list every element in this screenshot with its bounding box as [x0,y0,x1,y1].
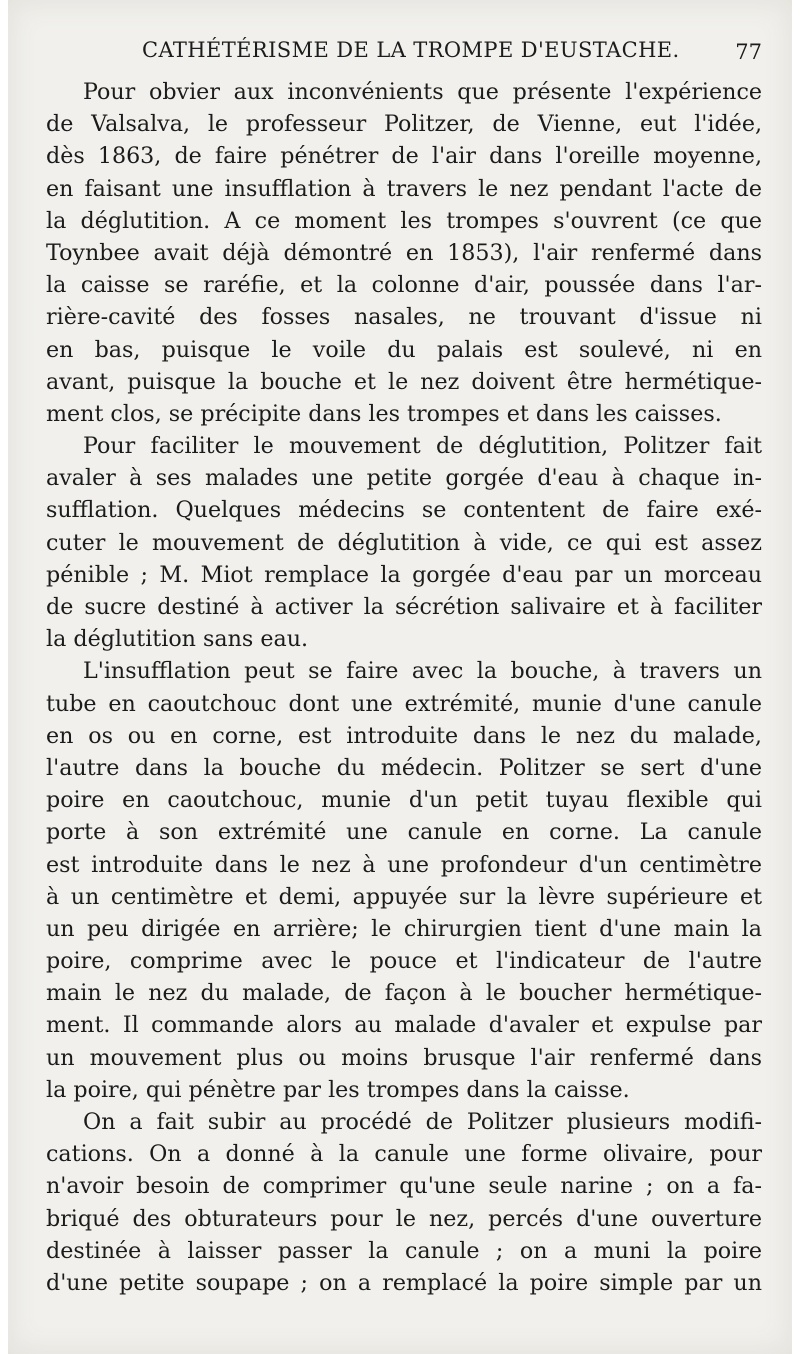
text-line: poire, comprime avec le pouce et l'indicateur de l'autre [46,948,762,975]
text-line: pénible ; M. Miot remplace la gorgée d'eau par un morceau [46,561,762,588]
text-line: avant, puisque la bouche et le nez doivent être hermétique- [46,368,762,395]
text-line: L'insufflation peut se faire avec la bouche, à travers un [83,658,762,685]
text-line: cations. On a donné à la canule une forme olivaire, pour [46,1141,762,1168]
text-line: en os ou en corne, est introduite dans le nez du malade, [46,722,762,749]
book-page [8,0,792,1354]
text-line: la poire, qui pénètre par les trompes dans la caisse. [46,1076,630,1103]
text-line: d'une petite soupape ; on a remplacé la poire simple par un [46,1269,762,1296]
text-line: à un centimètre et demi, appuyée sur la lèvre supérieure et [46,883,762,910]
text-line: ment clos, se précipite dans les trompes et dans les caisses. [46,400,722,427]
text-line: de Valsalva, le professeur Politzer, de Vienne, eut l'idée, [46,111,762,138]
text-line: Pour obvier aux inconvénients que présente l'expérience [83,79,762,105]
text-line: n'avoir besoin de comprimer qu'une seule narine ; on a fa- [46,1173,762,1200]
text-line: rière-cavité des fosses nasales, ne trouvant d'issue ni [46,304,762,331]
text-line: cuter le mouvement de déglutition à vide, ce qui est assez [46,529,762,556]
text-line: en bas, puisque le voile du palais est soulevé, ni en [46,336,762,363]
text-line: la déglutition sans eau. [46,626,309,653]
text-line: un mouvement plus ou moins brusque l'air renfermé dans [46,1044,762,1071]
text-line: Toynbee avait déjà démontré en 1853), l'air renfermé dans [46,239,762,266]
text-line: la caisse se raréfie, et la colonne d'air, poussée dans l'ar- [46,272,762,299]
text-line: destinée à laisser passer la canule ; on a muni la poire [46,1237,762,1264]
text-line: en faisant une insufflation à travers le nez pendant l'acte de [46,175,762,202]
text-line: avaler à ses malades une petite gorgée d'eau à chaque in- [46,465,762,492]
text-line: ment. Il commande alors au malade d'avaler et expulse par [46,1012,762,1039]
text-line: tube en caoutchouc dont une extrémité, munie d'une canule [46,690,762,717]
running-title: CATHÉTÉRISME DE LA TROMPE D'EUSTACHE. [142,38,680,62]
text-line: dès 1863, de faire pénétrer de l'air dans l'oreille moyenne, [46,143,762,170]
body-text [46,76,762,1299]
text-line: sufflation. Quelques médecins se contentent de faire exé- [46,497,762,524]
text-line: main le nez du malade, de façon à le boucher hermétique- [46,980,762,1007]
text-line: porte à son extrémité une canule en corne. La canule [46,819,762,846]
text-line: briqué des obturateurs pour le nez, percés d'une ouverture [46,1205,762,1232]
page-number: 77 [735,40,762,64]
text-line: poire en caoutchouc, munie d'un petit tuyau flexible qui [46,787,762,814]
text-line: de sucre destiné à activer la sécrétion salivaire et à faciliter [46,594,762,620]
text-line: l'autre dans la bouche du médecin. Politzer se sert d'une [46,754,762,781]
text-line: On a fait subir au procédé de Politzer plusieurs modifi- [83,1109,762,1135]
running-head [48,36,762,70]
text-line: la déglutition. A ce moment les trompes s'ouvrent (ce que [46,207,762,234]
text-line: un peu dirigée en arrière; le chirurgien tient d'une main la [46,915,762,942]
text-line: est introduite dans le nez à une profondeur d'un centimètre [46,851,762,878]
text-line: Pour faciliter le mouvement de déglutition, Politzer fait [83,433,762,460]
